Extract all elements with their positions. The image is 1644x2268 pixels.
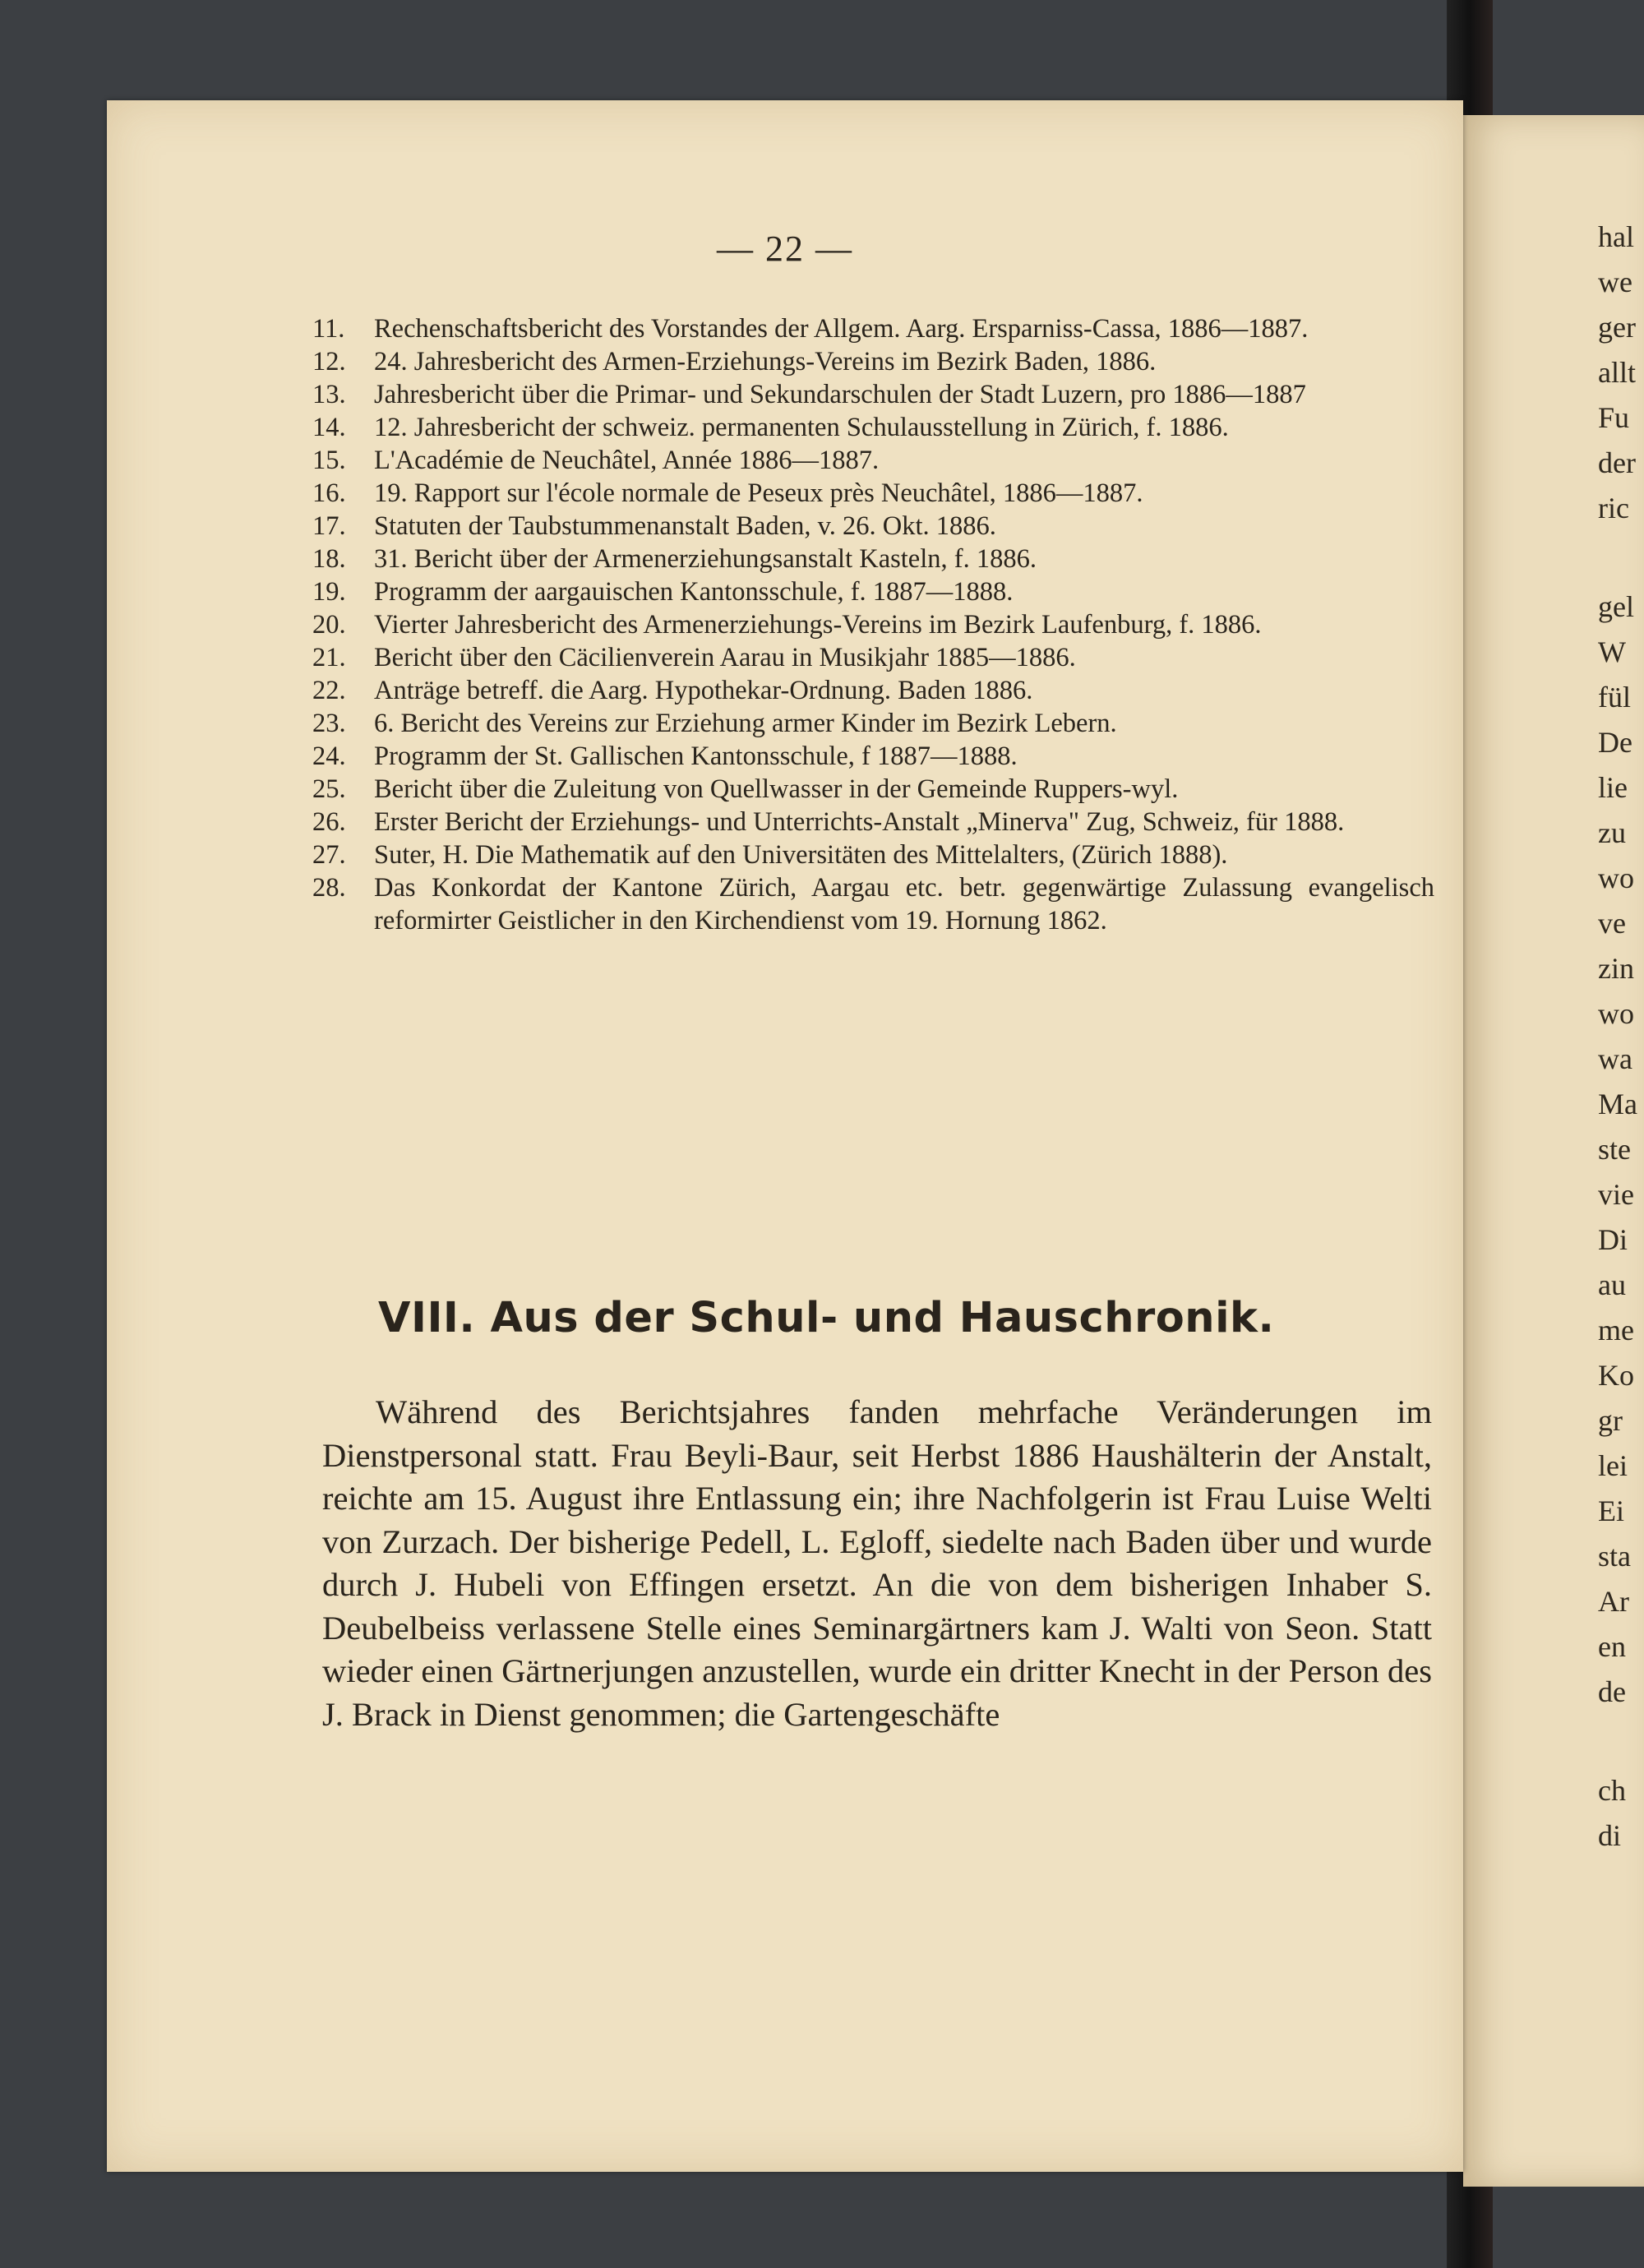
list-item bbox=[312, 411, 1434, 444]
list-item bbox=[312, 871, 1434, 937]
item-text: Erster Bericht der Erziehungs- und Unterrichts-Anstalt „Minerva" Zug, Schweiz, für 1888. bbox=[374, 807, 1345, 837]
list-item bbox=[312, 838, 1434, 871]
facing-page-fragment: Fu bbox=[1598, 401, 1630, 434]
item-text: Bericht über die Zuleitung von Quellwasser in der Gemeinde Ruppers-wyl. bbox=[374, 774, 1179, 804]
item-number: 26. bbox=[312, 807, 346, 837]
item-number: 22. bbox=[312, 676, 346, 705]
list-item bbox=[312, 773, 1434, 806]
list-item bbox=[312, 477, 1434, 510]
facing-page-fragment: der bbox=[1598, 446, 1636, 479]
item-text: Rechenschaftsbericht des Vorstandes der Allgem. Aarg. Ersparniss-Cassa, 1886—1887. bbox=[374, 314, 1309, 344]
facing-page-fragment: wa bbox=[1598, 1042, 1632, 1075]
list-item bbox=[312, 641, 1434, 674]
facing-page-fragment: Ar bbox=[1598, 1585, 1629, 1618]
item-text: L'Académie de Neuchâtel, Année 1886—1887. bbox=[374, 446, 880, 475]
list-item bbox=[312, 312, 1434, 345]
facing-page-fragment: lei bbox=[1598, 1449, 1628, 1482]
item-number: 12. bbox=[312, 347, 346, 376]
facing-page-fragment: allt bbox=[1598, 356, 1636, 389]
facing-page-fragment: we bbox=[1598, 266, 1632, 298]
list-item bbox=[312, 608, 1434, 641]
facing-page-fragment: zin bbox=[1598, 952, 1634, 985]
item-number: 27. bbox=[312, 840, 346, 870]
item-text: 31. Bericht über der Armenerziehungsanstalt Kasteln, f. 1886. bbox=[374, 544, 1037, 574]
item-text: Statuten der Taubstummenanstalt Baden, v. 26. Okt. 1886. bbox=[374, 511, 996, 541]
list-item bbox=[312, 707, 1434, 740]
item-number: 14. bbox=[312, 413, 346, 442]
facing-page-fragment: me bbox=[1598, 1314, 1634, 1346]
list-item bbox=[312, 575, 1434, 608]
facing-page bbox=[1463, 115, 1644, 2187]
facing-page-fragment: wo bbox=[1598, 861, 1634, 894]
item-text: Suter, H. Die Mathematik auf den Universitäten des Mittelalters, (Zürich 1888). bbox=[374, 840, 1228, 870]
facing-page-fragment: de bbox=[1598, 1675, 1626, 1708]
item-number: 18. bbox=[312, 544, 346, 574]
facing-page-fragment: ger bbox=[1598, 311, 1636, 344]
facing-page-fragment: Ma bbox=[1598, 1088, 1637, 1120]
document-page bbox=[107, 100, 1463, 2172]
item-text: 19. Rapport sur l'école normale de Peseux près Neuchâtel, 1886—1887. bbox=[374, 478, 1143, 508]
facing-page-fragment: di bbox=[1598, 1819, 1622, 1852]
item-number: 21. bbox=[312, 643, 346, 672]
section-heading: VIII. Aus der Schul- und Hauschronik. bbox=[378, 1294, 1275, 1342]
facing-page-fragment: lie bbox=[1598, 771, 1628, 804]
item-number: 24. bbox=[312, 741, 346, 771]
page-number: — 22 — bbox=[717, 229, 853, 269]
item-text: Das Konkordat der Kantone Zürich, Aargau etc. betr. gegenwärtige Zulassung evangelisch reformirter Geistlicher in den Kirchendienst vom 19. Hornung 1862. bbox=[374, 873, 1434, 935]
facing-page-fragment: ste bbox=[1598, 1133, 1631, 1166]
facing-page-fragment: au bbox=[1598, 1268, 1626, 1301]
item-number: 25. bbox=[312, 774, 346, 804]
item-text: Anträge betreff. die Aarg. Hypothekar-Ordnung. Baden 1886. bbox=[374, 676, 1033, 705]
list-item bbox=[312, 510, 1434, 543]
facing-page-fragment: hal bbox=[1598, 220, 1634, 253]
facing-page-fragment: ric bbox=[1598, 492, 1629, 524]
body-paragraph: Während des Berichtsjahres fanden mehrfache Veränderungen im Dienstpersonal statt. Frau Beyli-Baur, seit Herbst 1886 Haushälterin der Anstalt, reichte am 15. August ihre Entlassung ein; ihre Nachfolgerin ist Frau Luise Welti von Zurzach. Der bisherige Pedell, L. Egloff, siedelte nach Baden über und wurde durch J. Hubeli von Effingen ersetzt. An die von dem bisherigen Inhaber S. Deubelbeiss verlassene Stelle eines Seminargärtners kam J. Walti von Seon. Statt wieder einen Gärtnerjungen anzustellen, wurde ein dritter Knecht in der Person des J. Brack in Dienst genommen; die Gartengeschäfte bbox=[322, 1393, 1432, 1733]
item-text: Bericht über den Cäcilienverein Aarau in Musikjahr 1885—1886. bbox=[374, 643, 1076, 672]
item-text: Programm der St. Gallischen Kantonsschule, f 1887—1888. bbox=[374, 741, 1018, 771]
list-item bbox=[312, 740, 1434, 773]
item-text: Programm der aargauischen Kantonsschule, f. 1887—1888. bbox=[374, 577, 1014, 607]
item-text: 12. Jahresbericht der schweiz. permanenten Schulausstellung in Zürich, f. 1886. bbox=[374, 413, 1229, 442]
item-text: 6. Bericht des Vereins zur Erziehung armer Kinder im Bezirk Lebern. bbox=[374, 709, 1117, 738]
facing-page-fragment: wo bbox=[1598, 997, 1634, 1030]
facing-page-fragment: vie bbox=[1598, 1178, 1634, 1211]
item-number: 11. bbox=[312, 314, 345, 344]
facing-page-fragment: Di bbox=[1598, 1223, 1628, 1256]
facing-page-fragment: gr bbox=[1598, 1404, 1623, 1437]
item-number: 23. bbox=[312, 709, 346, 738]
facing-page-fragment: Ko bbox=[1598, 1359, 1634, 1392]
list-item bbox=[312, 806, 1434, 838]
facing-page-fragment: ve bbox=[1598, 907, 1626, 940]
facing-page-fragment: sta bbox=[1598, 1540, 1631, 1573]
facing-page-fragment: Ei bbox=[1598, 1494, 1624, 1527]
item-text: Jahresbericht über die Primar- und Sekundarschulen der Stadt Luzern, pro 1886—1887 bbox=[374, 380, 1306, 409]
item-number: 19. bbox=[312, 577, 346, 607]
facing-page-fragment: W bbox=[1598, 635, 1626, 668]
item-number: 20. bbox=[312, 610, 346, 640]
facing-page-fragment: fül bbox=[1598, 681, 1631, 714]
list-item bbox=[312, 674, 1434, 707]
list-item bbox=[312, 378, 1434, 411]
facing-page-fragment: De bbox=[1598, 726, 1632, 759]
item-text: Vierter Jahresbericht des Armenerziehungs-Vereins im Bezirk Laufenburg, f. 1886. bbox=[374, 610, 1262, 640]
list-item bbox=[312, 345, 1434, 378]
list-item bbox=[312, 543, 1434, 575]
item-number: 13. bbox=[312, 380, 346, 409]
list-item bbox=[312, 444, 1434, 477]
item-number: 28. bbox=[312, 873, 346, 903]
facing-page-fragment: gel bbox=[1598, 590, 1634, 623]
item-number: 16. bbox=[312, 478, 346, 508]
item-number: 15. bbox=[312, 446, 346, 475]
item-text: 24. Jahresbericht des Armen-Erziehungs-Vereins im Bezirk Baden, 1886. bbox=[374, 347, 1157, 376]
facing-page-fragment: ch bbox=[1598, 1774, 1626, 1807]
facing-page-fragment: zu bbox=[1598, 816, 1626, 849]
reference-list bbox=[312, 312, 1434, 937]
facing-page-fragment: en bbox=[1598, 1630, 1626, 1663]
item-number: 17. bbox=[312, 511, 346, 541]
